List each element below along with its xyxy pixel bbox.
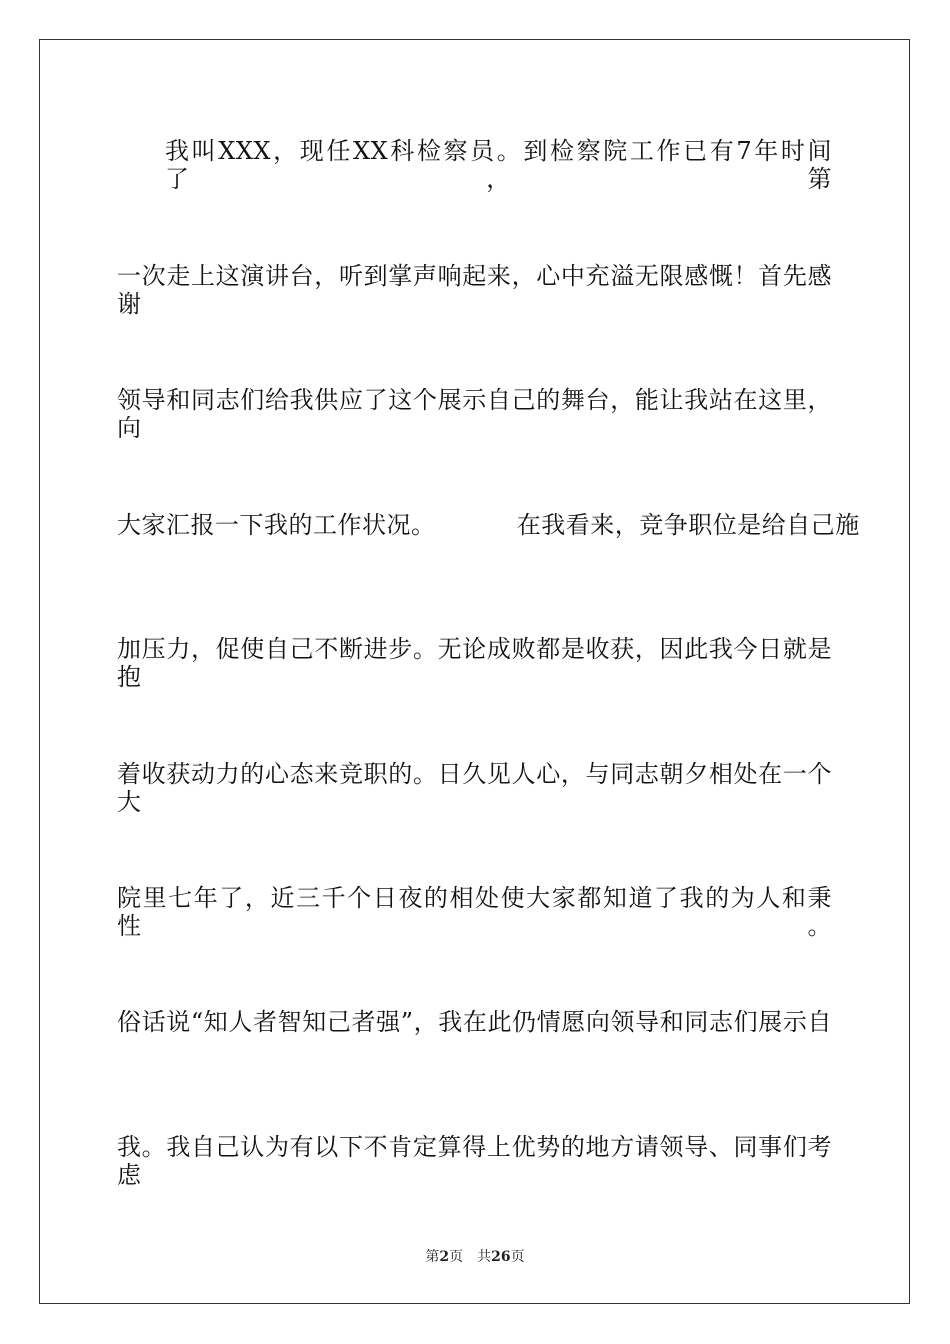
total-page-number: 26 — [491, 1249, 511, 1265]
paragraph-line: 一次走上这演讲台，听到掌声响起来，心中充溢无限感慨！首先感谢 — [117, 262, 832, 318]
total-label-suffix: 页 — [510, 1249, 525, 1265]
paragraph-line: 加压力，促使自己不断进步。无论成败都是收获，因此我今日就是抱 — [117, 635, 832, 691]
page-border — [39, 39, 910, 1304]
total-label-prefix: 共 — [477, 1249, 492, 1265]
paragraph-line: 院里七年了，近三千个日夜的相处使大家都知道了我的为人和秉性。 — [117, 884, 832, 940]
page-label-prefix: 第 — [425, 1249, 440, 1265]
paragraph-line: 领导和同志们给我供应了这个展示自己的舞台，能让我站在这里，向 — [117, 386, 832, 442]
paragraph-line: 俗话说“知人者智知己者强”，我在此仍情愿向领导和同志们展示自 — [117, 1008, 832, 1036]
current-page-number: 2 — [439, 1249, 450, 1265]
page-footer — [0, 1248, 950, 1266]
paragraph-line: 大家汇报一下我的工作状况。 在我看来，竞争职位是给自己施 — [117, 511, 860, 539]
page-label-suffix: 页 — [449, 1249, 464, 1265]
paragraph-line: 我。我自己认为有以下不肯定算得上优势的地方请领导、同事们考虑 — [117, 1133, 832, 1189]
paragraph-line: 着收获动力的心态来竞职的。日久见人心，与同志朝夕相处在一个大 — [117, 760, 832, 816]
paragraph-line: 我叫XXX，现任XX科检察员。到检察院工作已有7年时间了，第 — [165, 137, 832, 193]
